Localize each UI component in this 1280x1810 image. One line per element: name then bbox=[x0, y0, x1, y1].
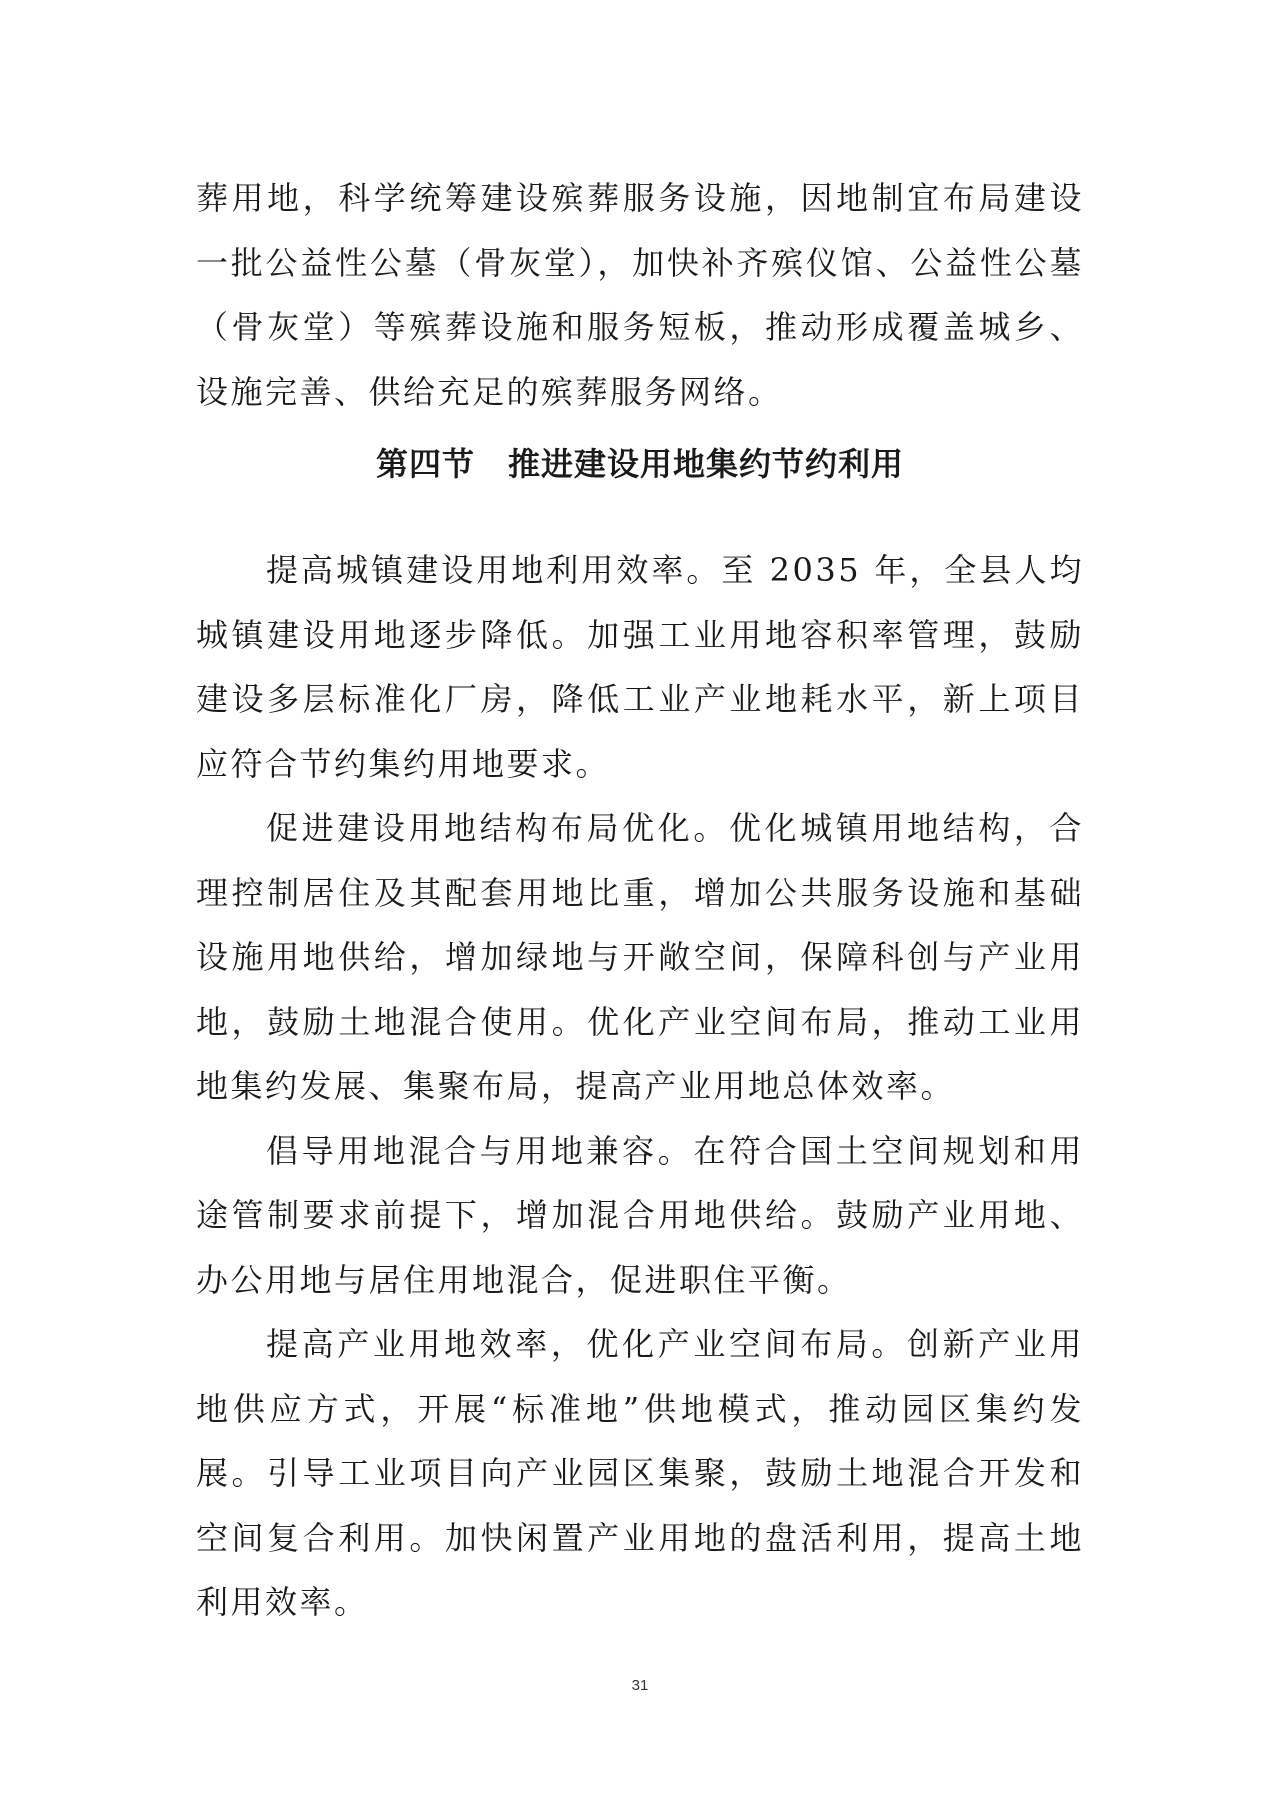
body-paragraph: 提高城镇建设用地利用效率。至 2035 年，全县人均城镇建设用地逐步降低。加强工业用地容积率管理，鼓励建设多层标准化厂房，降低工业产业地耗水平，新上项目应符合节约集约用地要求。 bbox=[196, 551, 1084, 783]
body-paragraph: 促进建设用地结构布局优化。优化城镇用地结构，合理控制居住及其配套用地比重，增加公共服务设施和基础设施用地供给，增加绿地与开敞空间，保障科创与产业用地，鼓励土地混合使用。优化产业空间布局，推动工业用地集约发展、集聚布局，提高产业用地总体效率。 bbox=[196, 809, 1084, 1105]
body-paragraph: 倡导用地混合与用地兼容。在符合国土空间规划和用途管制要求前提下，增加混合用地供给。鼓励产业用地、办公用地与居住用地混合，促进职住平衡。 bbox=[196, 1131, 1084, 1299]
page-number: 31 bbox=[631, 1677, 649, 1694]
body-paragraph: 提高产业用地效率，优化产业空间布局。创新产业用地供应方式，开展“标准地”供地模式，推动园区集约发展。引导工业项目向产业园区集聚，鼓励土地混合开发和空间复合利用。加快闲置产业用地的盘活利用，提高土地利用效率。 bbox=[196, 1325, 1084, 1621]
page-body bbox=[196, 166, 1084, 1635]
section-heading: 第四节 推进建设用地集约节约利用 bbox=[375, 445, 904, 483]
body-paragraph: 葬用地，科学统筹建设殡葬服务设施，因地制宜布局建设一批公益性公墓（骨灰堂），加快补齐殡仪馆、公益性公墓（骨灰堂）等殡葬设施和服务短板，推动形成覆盖城乡、设施完善、供给充足的殡葬服务网络。 bbox=[196, 179, 1084, 411]
